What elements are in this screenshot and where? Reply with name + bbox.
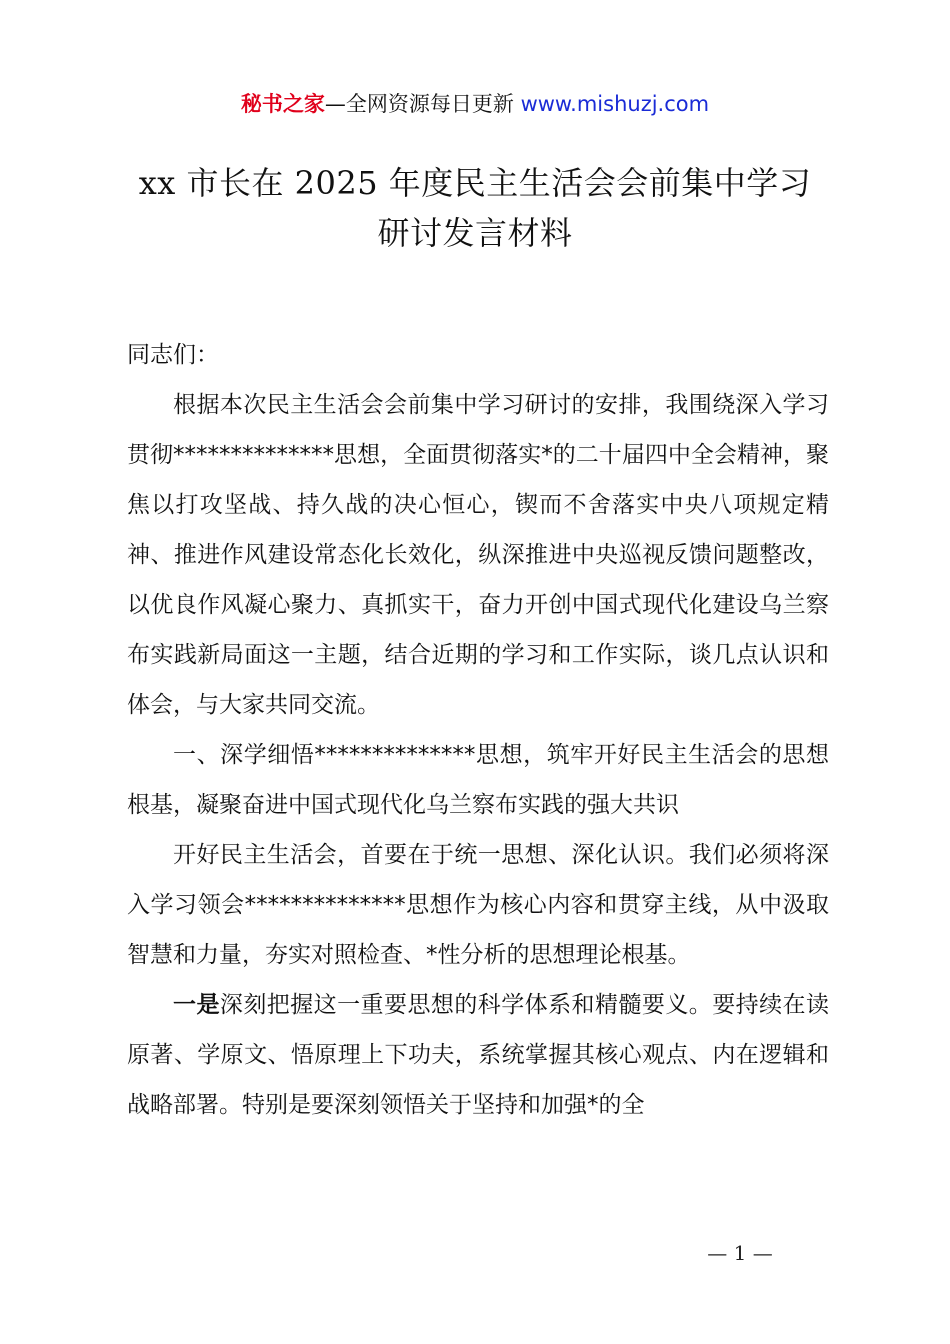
point-1-paragraph <box>127 980 829 1130</box>
page-number: — 1 — <box>707 1241 773 1265</box>
brand-name: 秘书之家 <box>240 92 325 116</box>
intro-paragraph: 根据本次民主生活会会前集中学习研讨的安排，我围绕深入学习贯彻**************思想，全面贯彻落实*的二十届四中全会精神，聚焦以打攻坚战、持久战的决心恒心，锲而不舍落实中央八项规定精神、推进作风建设常态化长效化，纵深推进中央巡视反馈问题整改，以优良作风凝心聚力、真抓实干，奋力开创中国式现代化建设乌兰察布实践新局面这一主题，结合近期的学习和工作实际，谈几点认识和体会，与大家共同交流。 <box>127 392 829 718</box>
salutation: 同志们： <box>127 342 219 368</box>
site-url-link[interactable]: www.mishuzj.com <box>520 92 710 116</box>
document-title-line-1: xx 市长在 2025 年度民主生活会会前集中学习 <box>138 164 812 202</box>
section-1-heading: 一、深学细悟**************思想，筑牢开好民主生活会的思想根基，凝聚奋进中国式现代化乌兰察布实践的强大共识 <box>127 742 829 818</box>
header-tagline: —全网资源每日更新 <box>324 92 521 116</box>
header-banner <box>0 88 950 120</box>
document-title-line-2: 研讨发言材料 <box>377 214 573 252</box>
point-1-text: 深刻把握这一重要思想的科学体系和精髓要义。要持续在读原著、学原文、悟原理上下功夫，系统掌握其核心观点、内在逻辑和战略部署。特别是要深刻领悟关于坚持和加强*的全 <box>127 992 830 1118</box>
section-1-paragraph: 开好民主生活会，首要在于统一思想、深化认识。我们必须将深入学习领会**************思想作为核心内容和贯穿主线，从中汲取智慧和力量，夯实对照检查、*性分析的思想理论根基。 <box>127 842 829 968</box>
point-1-lead: 一是 <box>173 992 220 1018</box>
document-body <box>127 330 829 1130</box>
document-title <box>0 158 950 258</box>
